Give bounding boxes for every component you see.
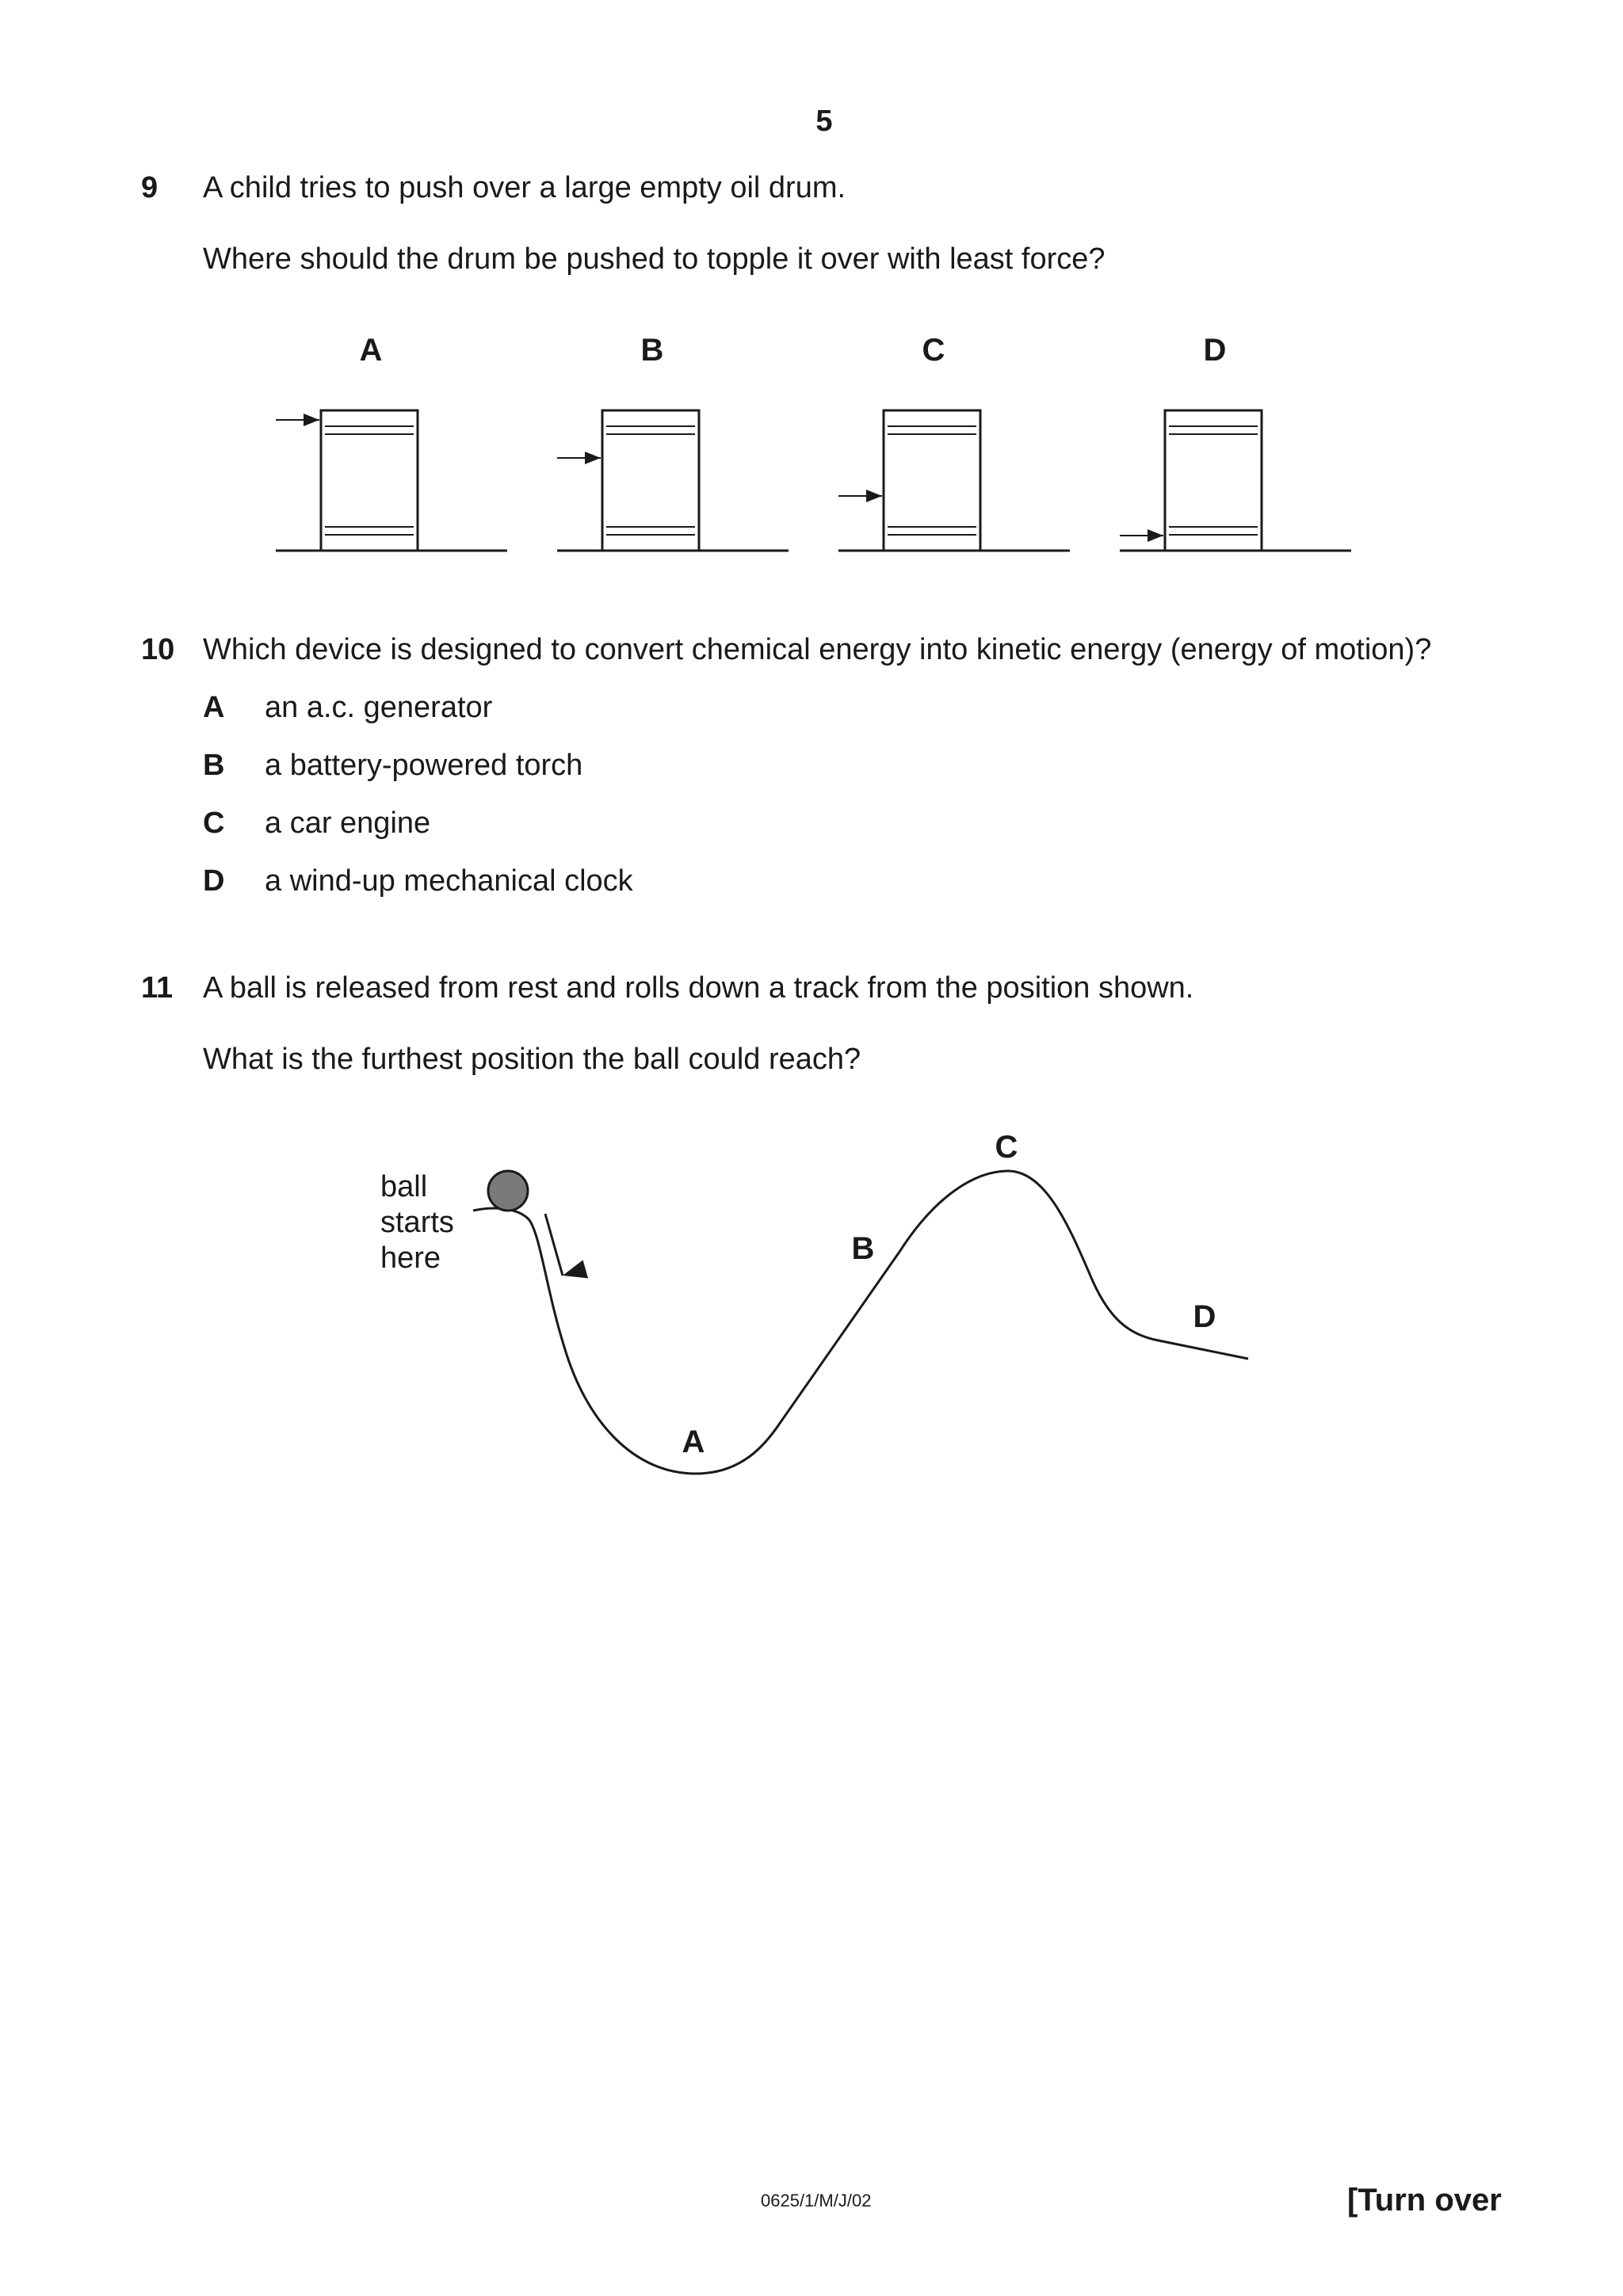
q10-option-d-letter: D — [203, 864, 225, 898]
q9-question: Where should the drum be pushed to topple it over with least force? — [203, 242, 1106, 276]
direction-arrow — [545, 1214, 563, 1276]
q10-option-d-text: a wind-up mechanical clock — [265, 864, 633, 898]
footer-turn-over: [Turn over — [1347, 2183, 1502, 2218]
q9-label-a: A — [359, 333, 383, 368]
q10-option-a-letter: A — [203, 691, 225, 724]
q11-number: 11 — [141, 971, 174, 1005]
footer-code: 0625/1/M/J/02 — [761, 2191, 872, 2210]
page-number: 5 — [815, 105, 833, 138]
q10-option-a-text: an a.c. generator — [265, 691, 493, 724]
q11-text: A ball is released from rest and rolls down a track from the position shown. — [203, 971, 1194, 1005]
q9-label-b: B — [640, 333, 664, 368]
drum-b — [557, 410, 789, 551]
q10-option-c-text: a car engine — [265, 807, 431, 840]
drum-a — [276, 410, 507, 551]
q10-number: 10 — [141, 633, 175, 666]
q10-option-c-letter: C — [203, 807, 225, 840]
q10-text: Which device is designed to convert chemical energy into kinetic energy (energy of motion)? — [203, 633, 1432, 666]
q9-number: 9 — [141, 171, 158, 204]
ball-label-line-2: starts — [380, 1206, 454, 1239]
ball-label-line-1: ball — [380, 1170, 428, 1203]
q11-label-a: A — [682, 1425, 705, 1459]
q11-question: What is the furthest position the ball could reach? — [203, 1043, 861, 1076]
q9-text: A child tries to push over a large empty oil drum. — [203, 171, 846, 204]
q9-label-c: C — [922, 333, 945, 368]
drum-d — [1120, 410, 1351, 551]
q10-option-b-text: a battery-powered torch — [265, 749, 583, 782]
ball — [488, 1171, 528, 1211]
q11-label-b: B — [851, 1231, 875, 1266]
ball-label-line-3: here — [380, 1241, 441, 1275]
q9-label-d: D — [1203, 333, 1227, 368]
q11-label-c: C — [995, 1130, 1018, 1165]
drum-c — [838, 410, 1070, 551]
q11-track — [473, 1171, 1248, 1474]
q10-option-b-letter: B — [203, 749, 225, 782]
q11-label-d: D — [1193, 1299, 1216, 1334]
